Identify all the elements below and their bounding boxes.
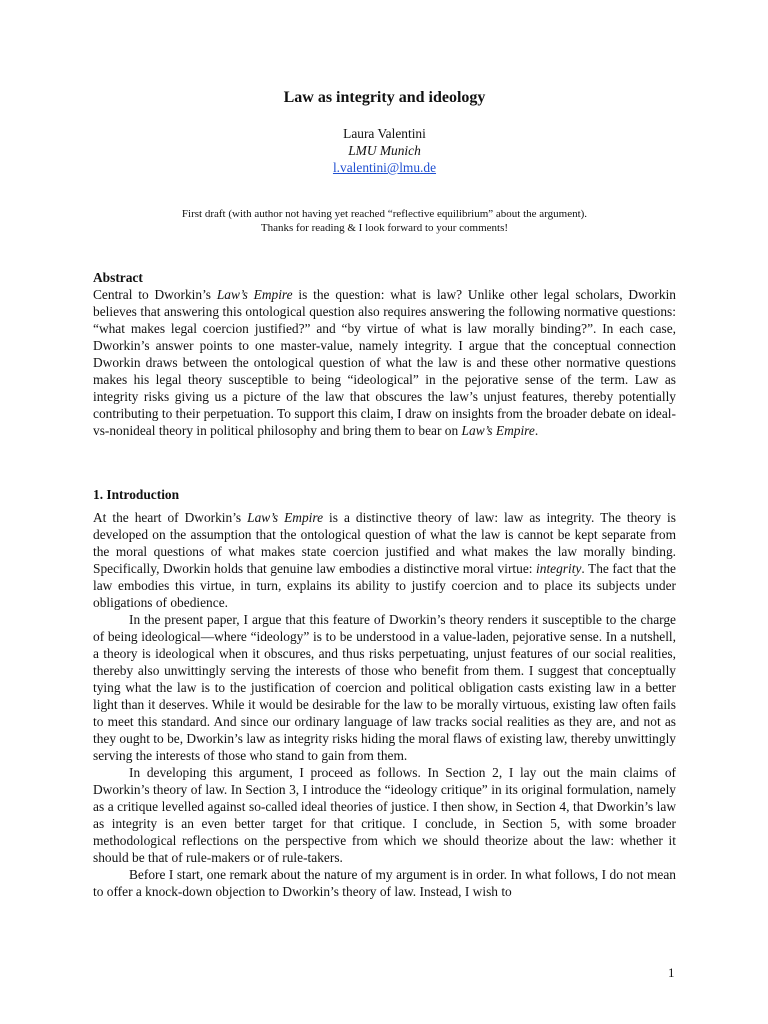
author-affiliation: LMU Munich: [348, 143, 421, 158]
abstract-heading: Abstract: [93, 270, 143, 285]
introduction-paragraph-4: Before I start, one remark about the nature of my argument is in order. In what follows, I do not mean to offer a knock-down objection to Dworkin’s theory of law. Instead, I wish to: [93, 867, 676, 899]
intro-book-title: Law’s Empire: [247, 510, 324, 525]
draft-note-line-2: Thanks for reading & I look forward to your comments!: [260, 222, 509, 234]
abstract-book-title: Law’s Empire: [216, 287, 293, 302]
paper-title: Law as integrity and ideology: [283, 89, 486, 106]
introduction-paragraph-2: In the present paper, I argue that this feature of Dworkin’s theory renders it susceptible to the charge of being ideological—where “ideology” is to be understood in a value-laden, pejorative sense. In a nutshell, a theory is ideological when it obscures, and thus risks perpetuating, unjust features of our social realities, thereby also unwittingly serving the interests of those who benefit from them. I suggest that conceptually tying what the law is to the justification of coercion and political obligation casts existing law in a better light than it deserves. While it would be desirable for the law to be morally virtuous, existing law often fails to meet this standard. And since our ordinary language of law tracks social realities as they are, and not as they ought to be, Dworkin’s law as integrity risks hiding the moral flaws of existing law, thereby unwittingly serving the interests of those who stand to gain from them.: [93, 612, 676, 763]
abstract-text-part-1: Central to Dworkin’s: [93, 287, 217, 302]
page-number: 1: [668, 965, 675, 980]
intro-p1-part-3: . The fact that the law embodies this virtue, in turn, explains its ability to justify coercion and to place its subjects under obligations of obedience.: [93, 561, 676, 610]
introduction-body: [93, 509, 676, 900]
draft-note: [93, 207, 676, 235]
author-name: Laura Valentini: [343, 126, 426, 141]
abstract-paragraph: [93, 286, 676, 439]
intro-integrity-term: integrity: [536, 561, 582, 576]
abstract-book-title-2: Law’s Empire: [461, 423, 535, 438]
author-email-link[interactable]: l.valentini@lmu.de: [332, 160, 437, 175]
intro-p1-part-2: is a distinctive theory of law: law as integrity. The theory is developed on the assumption that the ontological question of what the law is cannot be kept separate from the moral questions of what makes state coercion justified and what makes the law morally binding. Specifically, Dworkin holds that genuine law embodies a distinctive moral virtue:: [93, 510, 676, 576]
intro-p1-part-1: At the heart of Dworkin’s: [93, 510, 248, 525]
abstract-text-part-3: .: [534, 423, 539, 438]
author-block: [93, 125, 676, 176]
abstract-text-part-2: is the question: what is law? Unlike other legal scholars, Dworkin believes that answering this ontological question also requires answering the following normative questions: “what makes legal coercion justified?” and “by virtue of what is law morally binding?”. In each case, Dworkin’s answer points to one master-value, namely integrity. I argue that the conceptual connection Dworkin draws between the ontological question of what the law is and these other normative questions makes his legal theory susceptible to being “ideological” in the pejorative sense of the term. Law as integrity risks giving us a picture of the law that obscures the law’s unjust features, thereby potentially contributing to their perpetuation. To support this claim, I draw on insights from the broader debate on ideal-vs-nonideal theory in political philosophy and bring them to bear on: [93, 287, 676, 438]
introduction-paragraph-3: In developing this argument, I proceed as follows. In Section 2, I lay out the main claims of Dworkin’s theory of law. In Section 3, I introduce the “ideology critique” in its original formulation, namely as a critique levelled against so-called ideal theories of justice. I then show, in Section 4, that Dworkin’s law as integrity is an even better target for that critique. I conclude, in Section 5, with some broader methodological reflections on the perspective from which we should theorize about the law: whether it should be that of rule-makers or of rule-takers.: [93, 765, 676, 865]
draft-note-line-1: First draft (with author not having yet reached “reflective equilibrium” about the argument).: [181, 208, 588, 220]
introduction-heading: 1. Introduction: [93, 487, 180, 502]
introduction-paragraph-1: [93, 509, 676, 611]
